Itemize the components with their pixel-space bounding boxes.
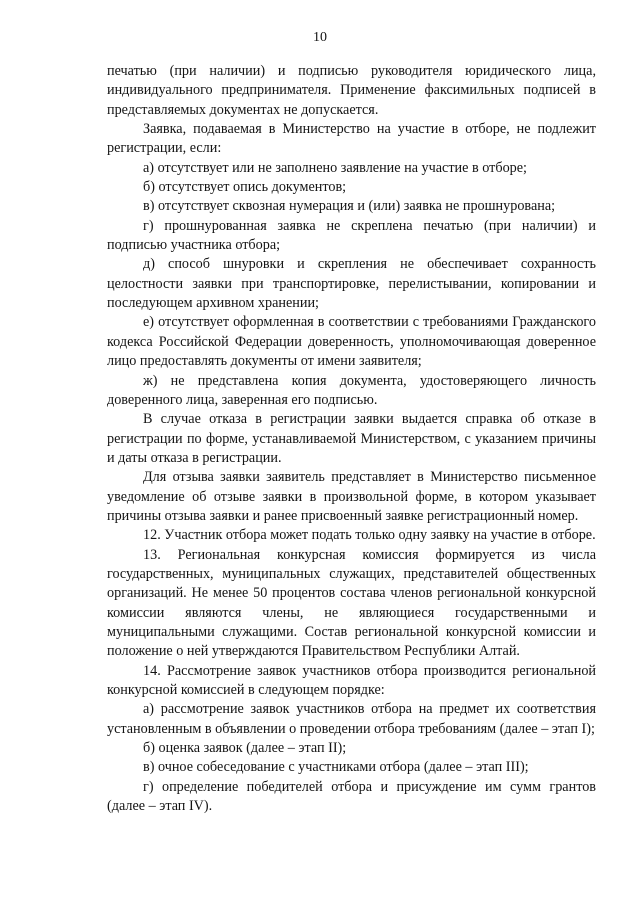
list-item-zh: ж) не представлена копия документа, удостоверяющего личность доверенного лица, заверенная его подписью. (107, 372, 596, 408)
stage-item-g: г) определение победителей отбора и присуждение им сумм грантов (далее – этап IV). (107, 778, 596, 815)
page-number: 10 (313, 30, 327, 45)
list-item-d: д) способ шнуровки и скрепления не обеспечивает сохранность целостности заявки при транспортировке, перелистывании, копировании и последующем архивном хранении; (107, 256, 596, 312)
paragraph-clause-13: 13. Региональная конкурсная комиссия формируется из числа государственных, муниципальных служащих, представителей общественных организаций. Не менее 50 процентов состава членов региональной конкурсной комиссии являются члены, не являющиеся государственными и муниципальными служащими. Состав региональной конкурсной комиссии и положение о ней утверждаются Правительством Республики Алтай. (107, 546, 596, 660)
paragraph-clause-12: 12. Участник отбора может подать только одну заявку на участие в отборе. (143, 527, 596, 544)
paragraph-application-withdrawal: Для отзыва заявки заявитель представляет в Министерство письменное уведомление об отзыве заявки в произвольной форме, в котором указывает причины отзыва заявки и ранее присвоенный заявке регистрационный номер. (107, 469, 596, 524)
list-item-g: г) прошнурованная заявка не скреплена печатью (при наличии) и подписью участника отбора; (107, 217, 596, 254)
paragraph-continuation: печатью (при наличии) и подписью руководителя юридического лица, индивидуального предпринимателя. Применение факсимильных подписей в представляемых документах не допускается. (107, 63, 596, 118)
list-item-v: в) отсутствует сквозная нумерация и (или) заявка не прошнурована; (143, 198, 556, 215)
paragraph-refusal-certificate: В случае отказа в регистрации заявки выдается справка об отказе в регистрации по форме, устанавливаемой Министерством, с указанием причины и даты отказа в регистрации. (107, 411, 596, 466)
list-item-b: б) отсутствует опись документов; (143, 179, 347, 196)
list-item-a: а) отсутствует или не заполнено заявление на участие в отборе; (143, 159, 527, 176)
stage-item-b: б) оценка заявок (далее – этап II); (143, 740, 347, 757)
stage-item-a: а) рассмотрение заявок участников отбора на предмет их соответствия установленным в объявлении о проведении отбора требованиям (далее – этап I); (107, 701, 596, 737)
list-item-e: е) отсутствует оформленная в соответствии с требованиями Гражданского кодекса Российской Федерации доверенность, уполномочивающая доверенное лицо предоставлять документы от имени заявителя; (107, 314, 596, 370)
paragraph-clause-14: 14. Рассмотрение заявок участников отбора производится региональной конкурсной комиссией в следующем порядке: (107, 662, 596, 698)
document-body (107, 62, 596, 816)
stage-item-v: в) очное собеседование с участниками отбора (далее – этап III); (143, 759, 529, 776)
paragraph-registration-refusal-intro: Заявка, подаваемая в Министерство на участие в отборе, не подлежит регистрации, если: (107, 121, 596, 157)
